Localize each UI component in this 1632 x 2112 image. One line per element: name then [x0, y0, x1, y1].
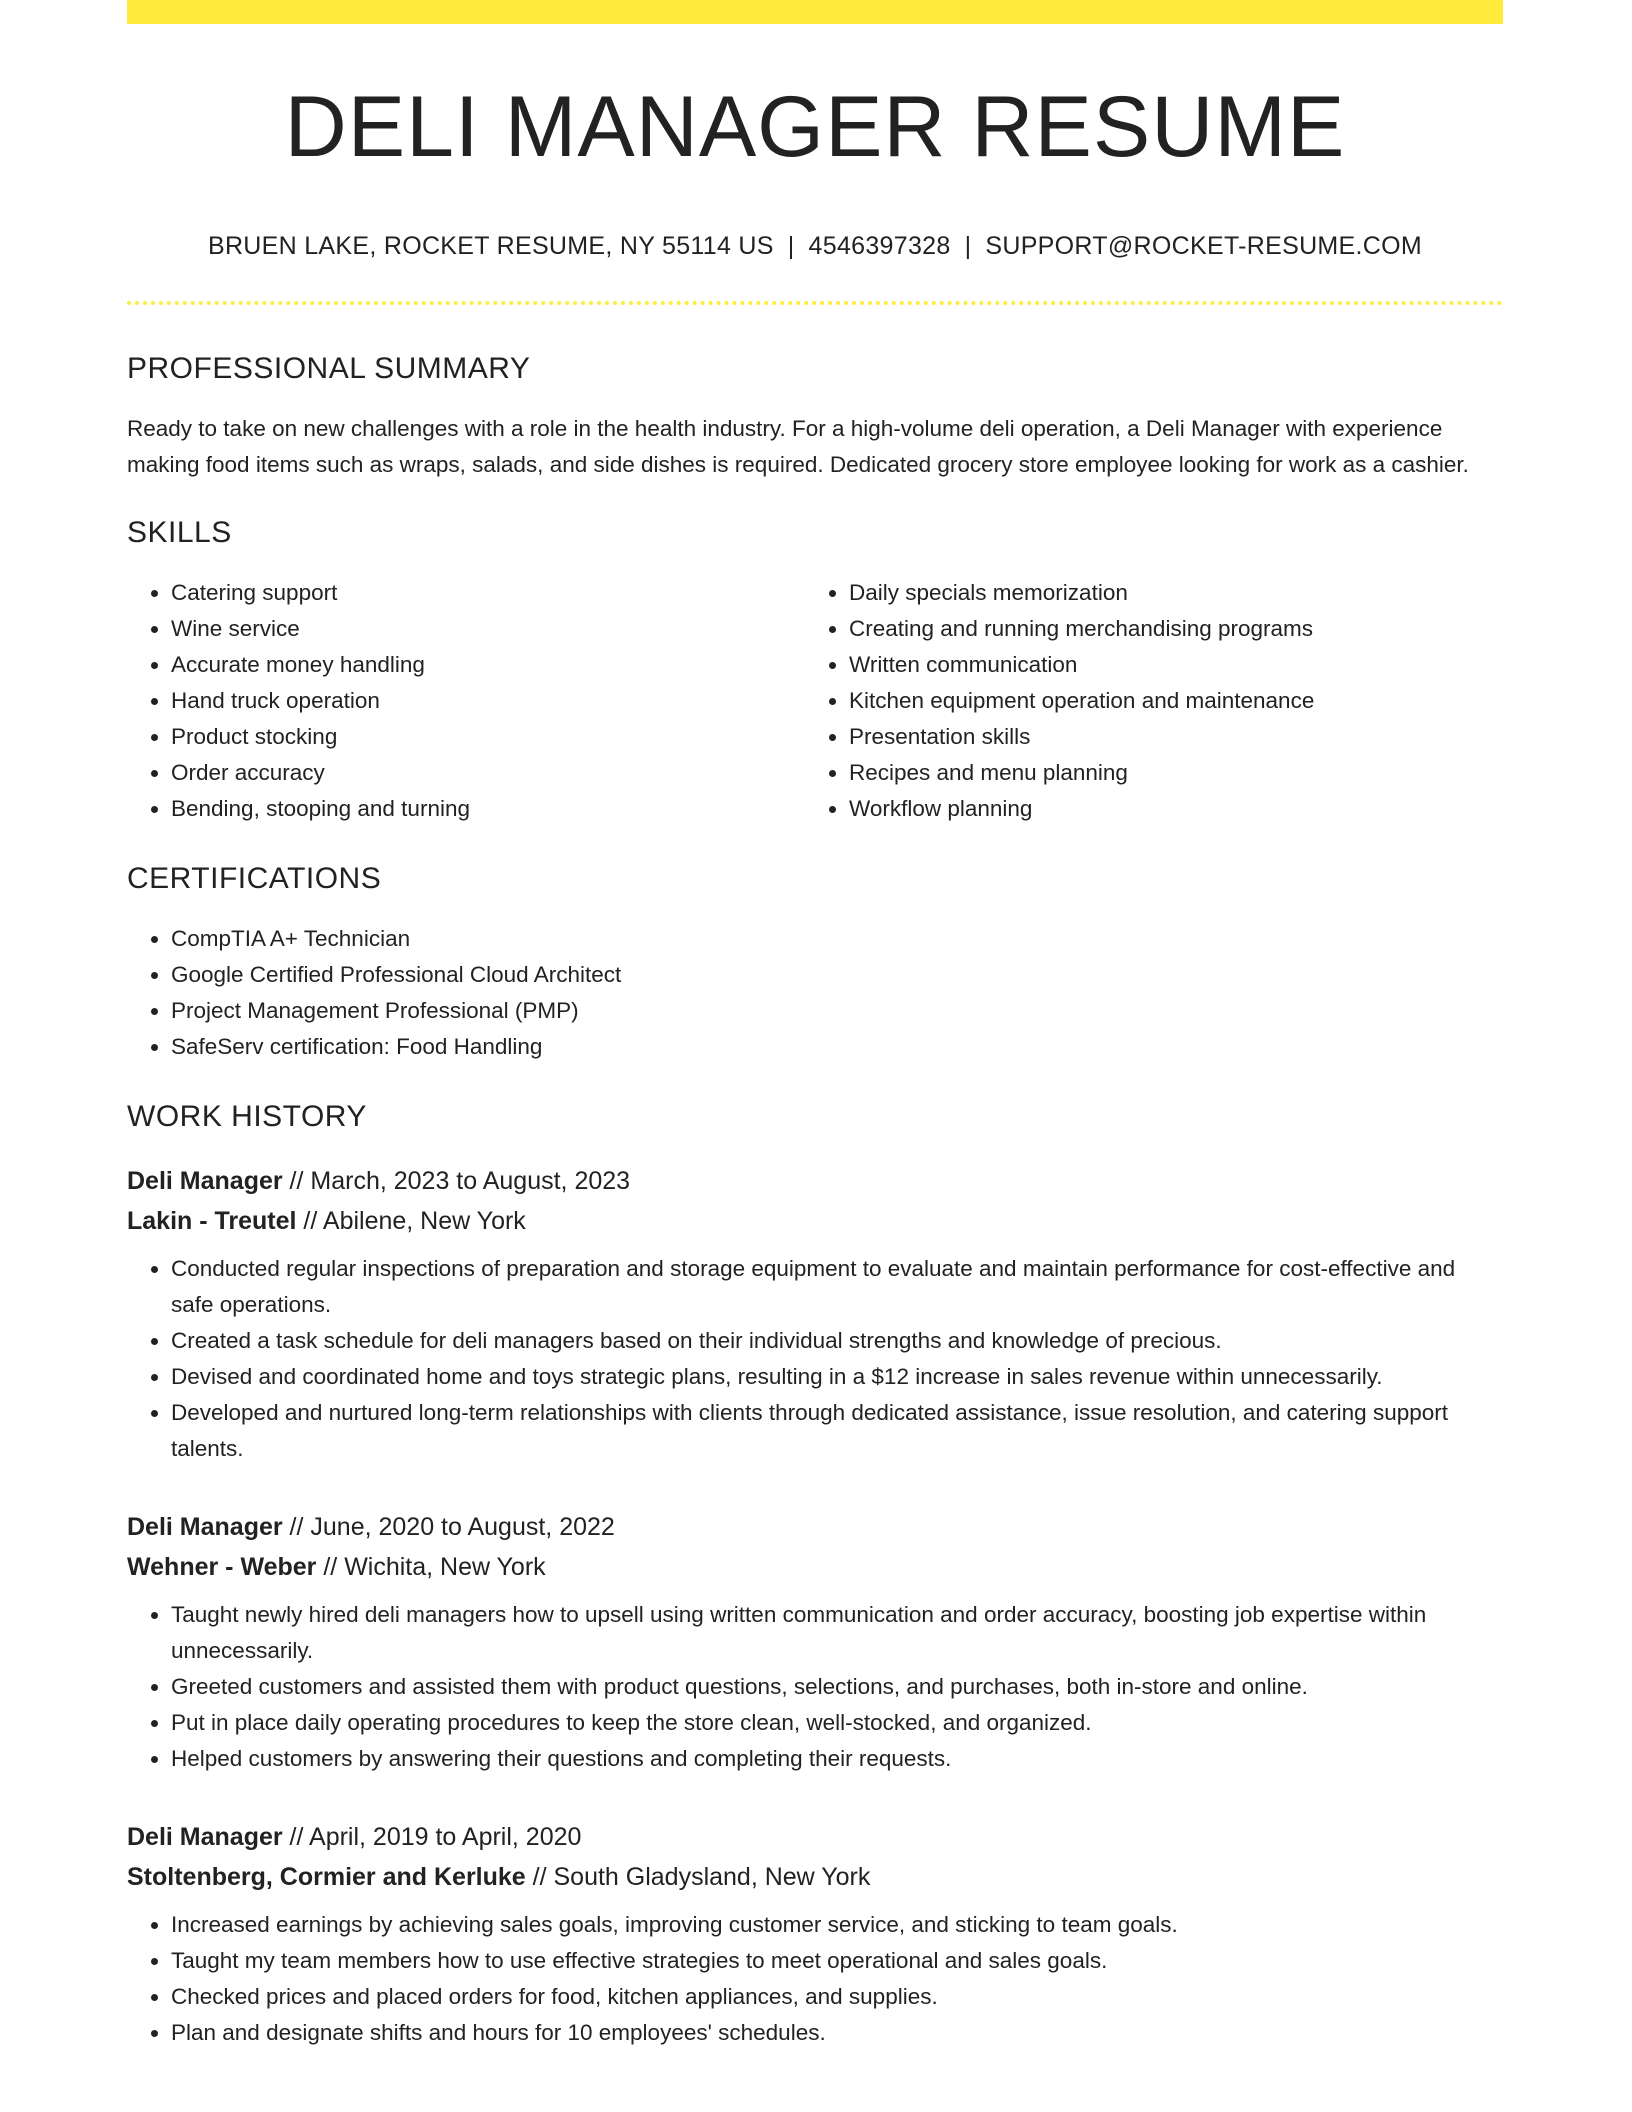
contact-address: BRUEN LAKE, ROCKET RESUME, NY 55114 US: [207, 232, 774, 260]
job-entry: [127, 1507, 1503, 1777]
summary-text: Ready to take on new challenges with a role in the health industry. For a high-volume deli operation, a Deli Manager with experience making food items such as wraps, salads, and side dishes is required. Dedicated grocery store employee looking for work as a cashier.: [127, 416, 1469, 477]
skill-item: • Presentation skills: [849, 719, 1483, 755]
contact-line: [127, 232, 1503, 261]
certifications-list: [127, 921, 1503, 1065]
job-entry: [127, 1817, 1503, 2051]
job-location: // South Gladysland, New York: [525, 1863, 871, 1891]
job-bullet: • Taught my team members how to use effective strategies to meet operational and sales goals.: [171, 1943, 1503, 1979]
job-company-line: [127, 1857, 1503, 1897]
contact-email: SUPPORT@ROCKET-RESUME.COM: [985, 232, 1423, 260]
contact-phone: 4546397328: [808, 232, 951, 260]
section-heading: SKILLS: [127, 516, 232, 549]
job-title-line: [127, 1161, 1503, 1201]
resume-page: [127, 0, 1503, 2051]
job-bullets: [127, 1597, 1503, 1777]
section-heading: WORK HISTORY: [127, 1100, 367, 1133]
skill-item: • Accurate money handling: [171, 647, 805, 683]
job-title-line: [127, 1507, 1503, 1547]
job-bullet: • Taught newly hired deli managers how to upsell using written communication and order accuracy, boosting job expertise within unnecessarily.: [171, 1597, 1503, 1669]
job-bullet: • Plan and designate shifts and hours for 10 employees' schedules.: [171, 2015, 1503, 2051]
job-title: Deli Manager: [127, 1167, 283, 1195]
job-dates: // March, 2023 to August, 2023: [282, 1167, 631, 1195]
skill-item: • Bending, stooping and turning: [171, 791, 805, 827]
job-bullet: • Checked prices and placed orders for food, kitchen appliances, and supplies.: [171, 1979, 1503, 2015]
skill-item: • Workflow planning: [849, 791, 1483, 827]
job-dates: // April, 2019 to April, 2020: [282, 1823, 582, 1851]
skill-item: • Hand truck operation: [171, 683, 805, 719]
job-company: Stoltenberg, Cormier and Kerluke: [127, 1863, 526, 1891]
job-bullets: [127, 1251, 1503, 1467]
skills-section: [127, 515, 1503, 827]
job-company-line: [127, 1201, 1503, 1241]
skill-item: • Catering support: [171, 575, 805, 611]
job-bullet: • Increased earnings by achieving sales goals, improving customer service, and sticking to team goals.: [171, 1907, 1503, 1943]
job-bullet: • Helped customers by answering their questions and completing their requests.: [171, 1741, 1503, 1777]
job-bullet: • Created a task schedule for deli managers based on their individual strengths and knowledge of precious.: [171, 1323, 1503, 1359]
job-bullets: [127, 1907, 1503, 2051]
skills-column-right: [805, 575, 1483, 827]
job-bullet: • Put in place daily operating procedures to keep the store clean, well-stocked, and organized.: [171, 1705, 1503, 1741]
skill-item: • Daily specials memorization: [849, 575, 1483, 611]
skills-column-left: [127, 575, 805, 827]
job-company-line: [127, 1547, 1503, 1587]
job-title: Deli Manager: [127, 1823, 283, 1851]
job-title: Deli Manager: [127, 1513, 283, 1541]
skill-item: • Product stocking: [171, 719, 805, 755]
section-heading: CERTIFICATIONS: [127, 862, 382, 895]
certifications-section: [127, 861, 1503, 1065]
certification-item: • SafeServ certification: Food Handling: [171, 1029, 1503, 1065]
job-location: // Wichita, New York: [316, 1553, 546, 1581]
professional-summary-section: [127, 351, 1503, 483]
work-history-section: [127, 1099, 1503, 2051]
job-entry: [127, 1161, 1503, 1467]
certification-item: • CompTIA A+ Technician: [171, 921, 1503, 957]
contact-separator: |: [787, 232, 795, 260]
dotted-divider: [127, 301, 1503, 305]
job-company: Wehner - Weber: [127, 1553, 317, 1581]
skill-item: • Wine service: [171, 611, 805, 647]
skill-item: • Recipes and menu planning: [849, 755, 1483, 791]
section-heading: PROFESSIONAL SUMMARY: [127, 352, 531, 385]
job-bullet: • Conducted regular inspections of preparation and storage equipment to evaluate and maintain performance for cost-effective and safe operations.: [171, 1251, 1503, 1323]
job-bullet: • Developed and nurtured long-term relationships with clients through dedicated assistance, issue resolution, and catering support talents.: [171, 1395, 1503, 1467]
skill-item: • Kitchen equipment operation and maintenance: [849, 683, 1483, 719]
resume-title: DELI MANAGER RESUME: [284, 79, 1346, 175]
job-title-line: [127, 1817, 1503, 1857]
job-location: // Abilene, New York: [296, 1207, 526, 1235]
job-bullet: • Devised and coordinated home and toys strategic plans, resulting in a $12 increase in sales revenue within unnecessarily.: [171, 1359, 1503, 1395]
certification-item: • Project Management Professional (PMP): [171, 993, 1503, 1029]
job-dates: // June, 2020 to August, 2022: [282, 1513, 615, 1541]
accent-top-bar: [127, 0, 1503, 24]
skills-grid: [127, 575, 1503, 827]
skill-item: • Creating and running merchandising programs: [849, 611, 1483, 647]
certification-item: • Google Certified Professional Cloud Architect: [171, 957, 1503, 993]
job-company: Lakin - Treutel: [127, 1207, 297, 1235]
job-bullet: • Greeted customers and assisted them with product questions, selections, and purchases, both in-store and online.: [171, 1669, 1503, 1705]
contact-separator: |: [964, 232, 972, 260]
skill-item: • Written communication: [849, 647, 1483, 683]
skill-item: • Order accuracy: [171, 755, 805, 791]
